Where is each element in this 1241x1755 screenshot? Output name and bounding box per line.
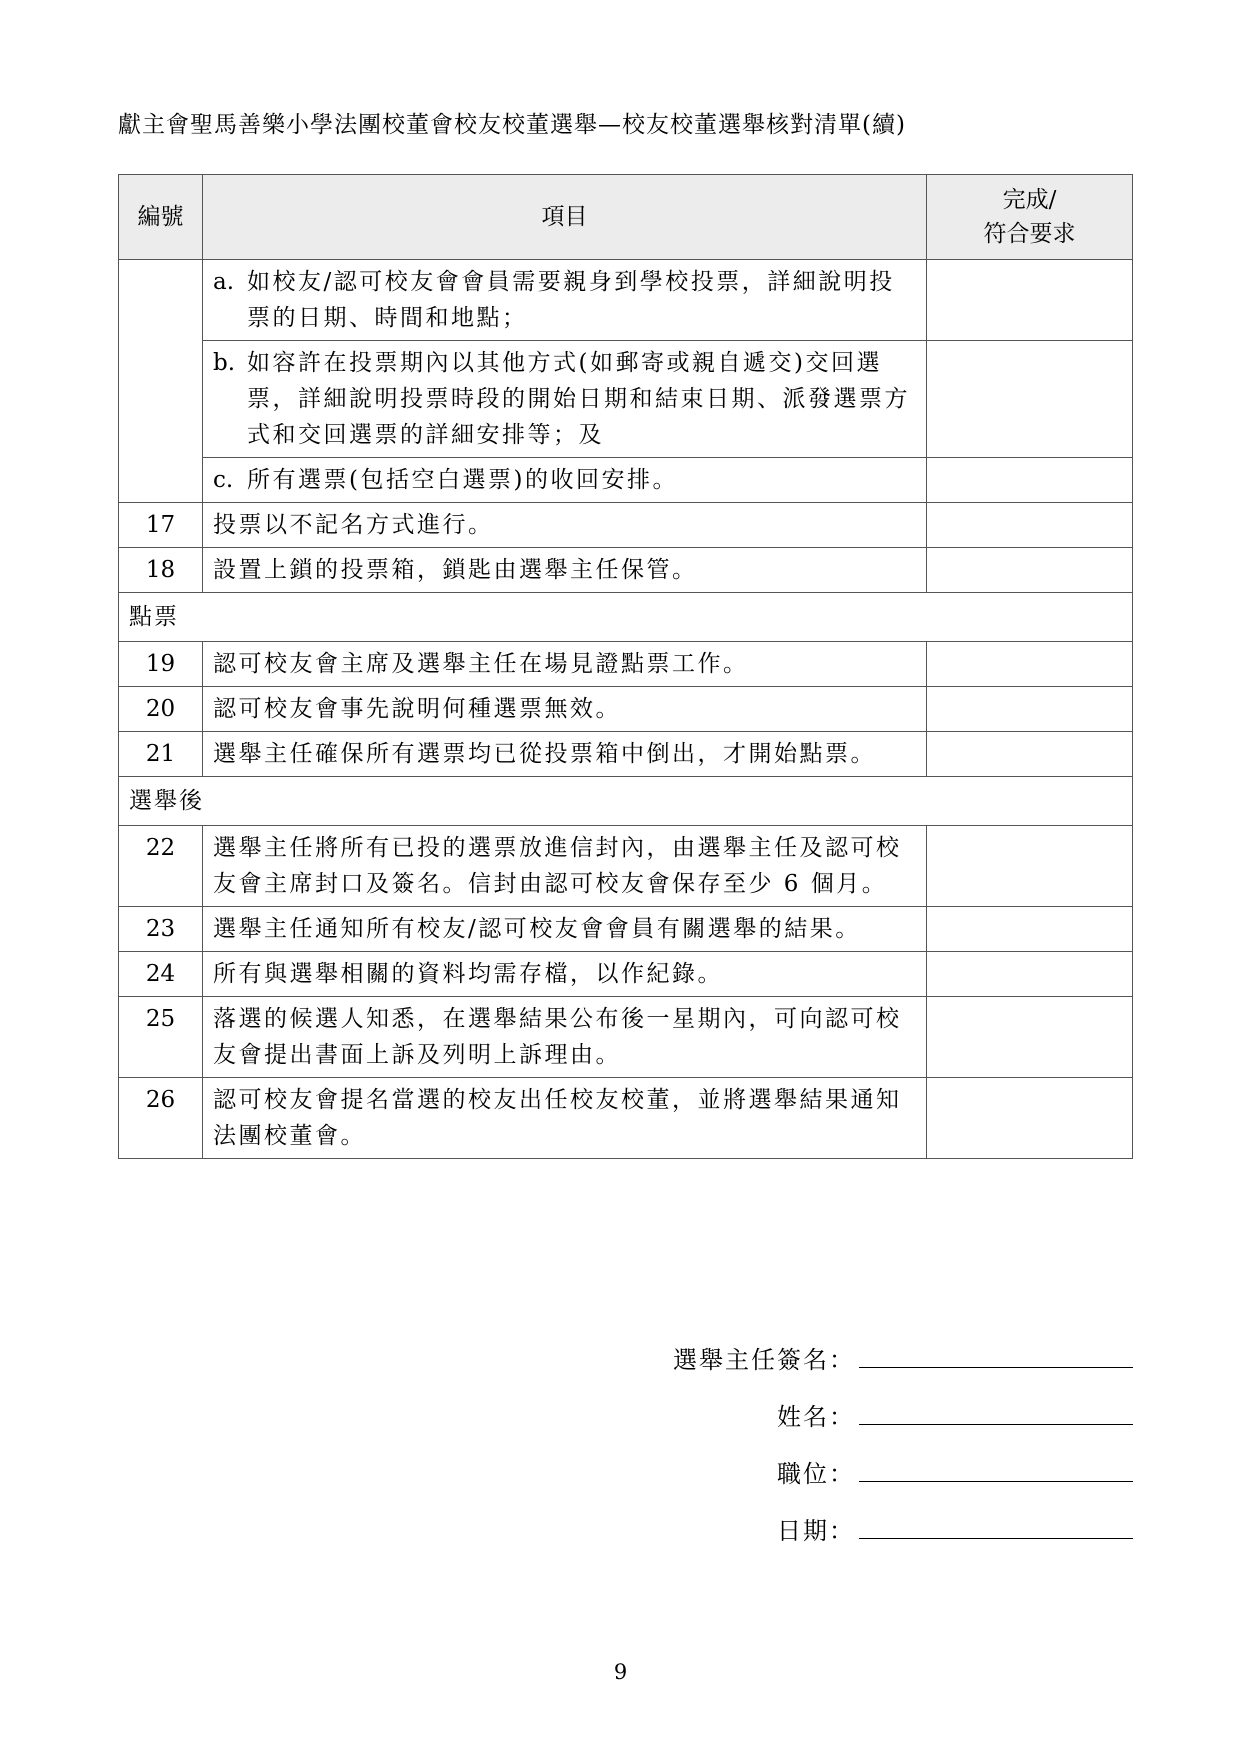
row-number: 18	[119, 548, 203, 593]
table-row	[119, 687, 1133, 732]
completion-cell	[927, 548, 1133, 593]
row-number: 21	[119, 732, 203, 777]
table-row	[119, 260, 1133, 341]
row-number: 25	[119, 997, 203, 1078]
table-row	[119, 826, 1133, 907]
section-row	[119, 777, 1133, 826]
header-number: 編號	[119, 175, 203, 260]
item-text: 選舉主任將所有已投的選票放進信封內，由選舉主任及認可校友會主席封口及簽名。信封由認可校友會保存至少 6 個月。	[203, 826, 927, 907]
date-label: 日期：	[777, 1517, 855, 1545]
item-text: 認可校友會主席及選舉主任在場見證點票工作。	[203, 642, 927, 687]
item-text: 落選的候選人知悉，在選舉結果公布後一星期內，可向認可校友會提出書面上訴及列明上訴理由。	[203, 997, 927, 1078]
section-row	[119, 593, 1133, 642]
header-completed-line1: 完成/	[1002, 187, 1057, 213]
completion-cell	[927, 997, 1133, 1078]
subitem-text: 如校友/認可校友會會員需要親身到學校投票，詳細說明投票的日期、時間和地點；	[247, 269, 895, 331]
subitem-mark: a.	[213, 269, 235, 295]
row-number-cell	[119, 260, 203, 503]
completion-cell	[927, 687, 1133, 732]
signature-block	[673, 1340, 1133, 1568]
name-line[interactable]	[859, 1400, 1133, 1425]
officer-signature-line[interactable]	[859, 1343, 1133, 1368]
subitem-mark: c.	[213, 467, 234, 493]
subitem-text: 所有選票(包括空白選票)的收回安排。	[247, 467, 678, 493]
row-number: 22	[119, 826, 203, 907]
table-row	[119, 1078, 1133, 1159]
completion-cell	[927, 642, 1133, 687]
name-row	[673, 1397, 1133, 1454]
name-label: 姓名：	[777, 1403, 855, 1431]
item-text: 認可校友會提名當選的校友出任校友校董，並將選舉結果通知法團校董會。	[203, 1078, 927, 1159]
table-row	[119, 732, 1133, 777]
position-row	[673, 1454, 1133, 1511]
completion-cell	[927, 907, 1133, 952]
subitem-mark: b.	[213, 350, 236, 376]
item-text: 投票以不記名方式進行。	[203, 503, 927, 548]
position-label: 職位：	[777, 1460, 855, 1488]
signature-row	[673, 1340, 1133, 1397]
completion-cell	[927, 503, 1133, 548]
row-number: 20	[119, 687, 203, 732]
completion-cell	[927, 260, 1133, 341]
item-text: 設置上鎖的投票箱，鎖匙由選舉主任保管。	[203, 548, 927, 593]
table-row	[119, 458, 1133, 503]
row-number: 26	[119, 1078, 203, 1159]
row-number: 17	[119, 503, 203, 548]
subitem-text: 如容許在投票期內以其他方式(如郵寄或親自遞交)交回選票，詳細說明投票時段的開始日期和結束日期、派發選票方式和交回選票的詳細安排等；及	[247, 350, 910, 448]
header-item: 項目	[203, 175, 927, 260]
section-heading-counting: 點票	[119, 593, 1133, 642]
date-line[interactable]	[859, 1514, 1133, 1539]
row-number: 24	[119, 952, 203, 997]
item-text: 認可校友會事先說明何種選票無效。	[203, 687, 927, 732]
table-row	[119, 548, 1133, 593]
table-row	[119, 503, 1133, 548]
table-row	[119, 952, 1133, 997]
item-text: 選舉主任確保所有選票均已從投票箱中倒出，才開始點票。	[203, 732, 927, 777]
checklist-table	[118, 174, 1133, 1159]
table-row	[119, 907, 1133, 952]
table-row	[119, 341, 1133, 458]
header-completed	[927, 175, 1133, 260]
officer-signature-label: 選舉主任簽名：	[673, 1346, 855, 1374]
table-row	[119, 642, 1133, 687]
item-cell	[203, 341, 927, 458]
item-cell	[203, 260, 927, 341]
completion-cell	[927, 952, 1133, 997]
completion-cell	[927, 826, 1133, 907]
item-cell	[203, 458, 927, 503]
page-number: 9	[613, 1660, 628, 1684]
item-text: 所有與選舉相關的資料均需存檔，以作紀錄。	[203, 952, 927, 997]
document-title: 獻主會聖馬善樂小學法團校董會校友校董選舉—校友校董選舉核對清單(續)	[118, 112, 906, 138]
row-number: 19	[119, 642, 203, 687]
completion-cell	[927, 458, 1133, 503]
section-heading-after-election: 選舉後	[119, 777, 1133, 826]
row-number: 23	[119, 907, 203, 952]
position-line[interactable]	[859, 1457, 1133, 1482]
table-header-row	[119, 175, 1133, 260]
completion-cell	[927, 1078, 1133, 1159]
table-row	[119, 997, 1133, 1078]
completion-cell	[927, 732, 1133, 777]
header-completed-line2: 符合要求	[983, 221, 1076, 247]
date-row	[673, 1511, 1133, 1568]
completion-cell	[927, 341, 1133, 458]
item-text: 選舉主任通知所有校友/認可校友會會員有關選舉的結果。	[203, 907, 927, 952]
